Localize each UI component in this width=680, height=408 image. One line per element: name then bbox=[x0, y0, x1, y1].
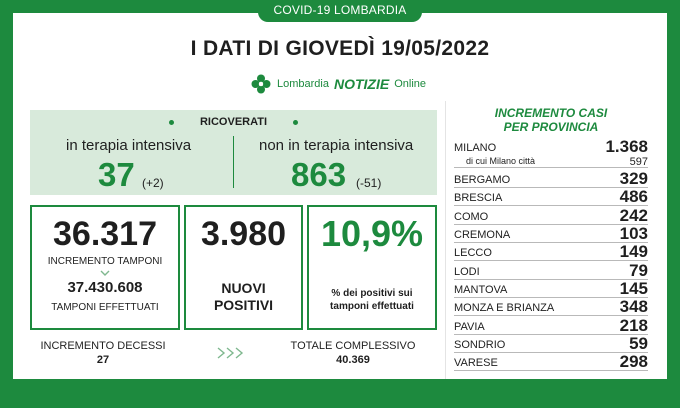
incremento-decessi bbox=[38, 340, 168, 366]
province-value: 348 bbox=[619, 297, 648, 316]
province-name: LODI bbox=[454, 266, 480, 278]
totale-tamponi-value: 37.430.608 bbox=[67, 279, 143, 296]
intensiva-value: 37 bbox=[98, 156, 135, 193]
brand-suffix: Online bbox=[394, 78, 427, 90]
province-row bbox=[454, 225, 648, 243]
percentuale-label-line2: tamponi effettuati bbox=[330, 301, 414, 312]
province-value: 1.368 bbox=[605, 137, 648, 156]
non-intensiva-label: non in terapia intensiva bbox=[259, 137, 414, 154]
province-value: 79 bbox=[629, 261, 648, 280]
province-name: SONDRIO bbox=[454, 339, 506, 351]
province-name: COMO bbox=[454, 211, 489, 223]
totale-decessi-value: 40.369 bbox=[336, 354, 370, 366]
province-row bbox=[454, 243, 648, 261]
dot-icon bbox=[169, 120, 174, 125]
non-intensiva-value: 863 bbox=[291, 156, 347, 193]
totale-tamponi-label: TAMPONI EFFETTUATI bbox=[51, 302, 159, 313]
province-value: 329 bbox=[619, 169, 648, 188]
province-value: 242 bbox=[619, 206, 648, 225]
province-name: MONZA E BRIANZA bbox=[454, 302, 555, 314]
non-intensiva-delta: (-51) bbox=[356, 176, 382, 190]
incremento-decessi-value: 27 bbox=[96, 354, 110, 366]
province-value: 59 bbox=[629, 334, 648, 353]
province-value: 486 bbox=[619, 187, 648, 206]
percentuale-box bbox=[307, 205, 437, 330]
province-row bbox=[454, 317, 648, 335]
percentuale-label bbox=[309, 287, 435, 313]
divider bbox=[233, 136, 234, 188]
totale-decessi-label: TOTALE COMPLESSIVO bbox=[290, 340, 416, 352]
province-name: LECCO bbox=[454, 247, 492, 259]
province-row bbox=[454, 335, 648, 353]
ricoverati-title bbox=[30, 116, 437, 128]
milano-citta-value: 597 bbox=[629, 156, 648, 168]
province-value: 149 bbox=[619, 242, 648, 261]
intensiva-delta: (+2) bbox=[142, 176, 164, 190]
province-name: VARESE bbox=[454, 357, 498, 369]
totale-decessi bbox=[288, 340, 418, 366]
province-name: CREMONA bbox=[454, 229, 511, 241]
province-name: MILANO bbox=[454, 142, 497, 154]
intensiva-label: in terapia intensiva bbox=[66, 137, 192, 154]
dot-icon bbox=[293, 120, 298, 125]
province-value: 145 bbox=[619, 279, 648, 298]
percentuale-label-line1: % dei positivi sui bbox=[331, 288, 413, 299]
province-title-line1: INCREMENTO CASI bbox=[494, 106, 608, 120]
nuovi-positivi-value: 3.980 bbox=[200, 215, 287, 253]
province-name: PAVIA bbox=[454, 321, 485, 333]
chevron-down-icon bbox=[32, 267, 178, 277]
province-value: 218 bbox=[619, 316, 648, 335]
province-row bbox=[454, 280, 648, 298]
province-name: BERGAMO bbox=[454, 174, 511, 186]
province-value: 298 bbox=[619, 352, 648, 371]
province-row bbox=[454, 188, 648, 206]
positivi-box bbox=[184, 205, 303, 330]
brand-logo bbox=[250, 73, 426, 95]
incremento-tamponi-label: INCREMENTO TAMPONI bbox=[47, 256, 163, 267]
nuovi-positivi-label-line2: POSITIVI bbox=[213, 297, 274, 313]
milano-citta-row bbox=[466, 156, 648, 168]
nuovi-positivi-label bbox=[186, 280, 301, 314]
brand-name: NOTIZIE bbox=[333, 76, 390, 92]
incremento-decessi-label: INCREMENTO DECESSI bbox=[40, 340, 166, 352]
percentuale-value: 10,9% bbox=[320, 213, 424, 254]
province-row bbox=[454, 298, 648, 316]
incremento-tamponi-value: 36.317 bbox=[53, 215, 157, 253]
ricoverati-title-text: RICOVERATI bbox=[199, 116, 268, 128]
ricoverati-panel bbox=[30, 110, 437, 195]
province-title-line2: PER PROVINCIA bbox=[503, 120, 599, 134]
province-row bbox=[454, 170, 648, 188]
province-value: 103 bbox=[619, 224, 648, 243]
header-tab: COVID-19 LOMBARDIA bbox=[258, 0, 422, 22]
province-row bbox=[454, 207, 648, 225]
province-title bbox=[445, 106, 657, 134]
milano-citta-label: di cui Milano città bbox=[466, 156, 536, 166]
province-row bbox=[454, 353, 648, 371]
page-title: I DATI DI GIOVEDÌ 19/05/2022 bbox=[190, 37, 490, 60]
brand-prefix: Lombardia bbox=[277, 78, 329, 90]
province-name: MANTOVA bbox=[454, 284, 508, 296]
province-row bbox=[454, 262, 648, 280]
clover-icon bbox=[250, 73, 272, 95]
province-name: BRESCIA bbox=[454, 192, 503, 204]
tamponi-box bbox=[30, 205, 180, 330]
triple-chevron-right-icon bbox=[216, 346, 246, 365]
nuovi-positivi-label-line1: NUOVI bbox=[221, 280, 266, 296]
